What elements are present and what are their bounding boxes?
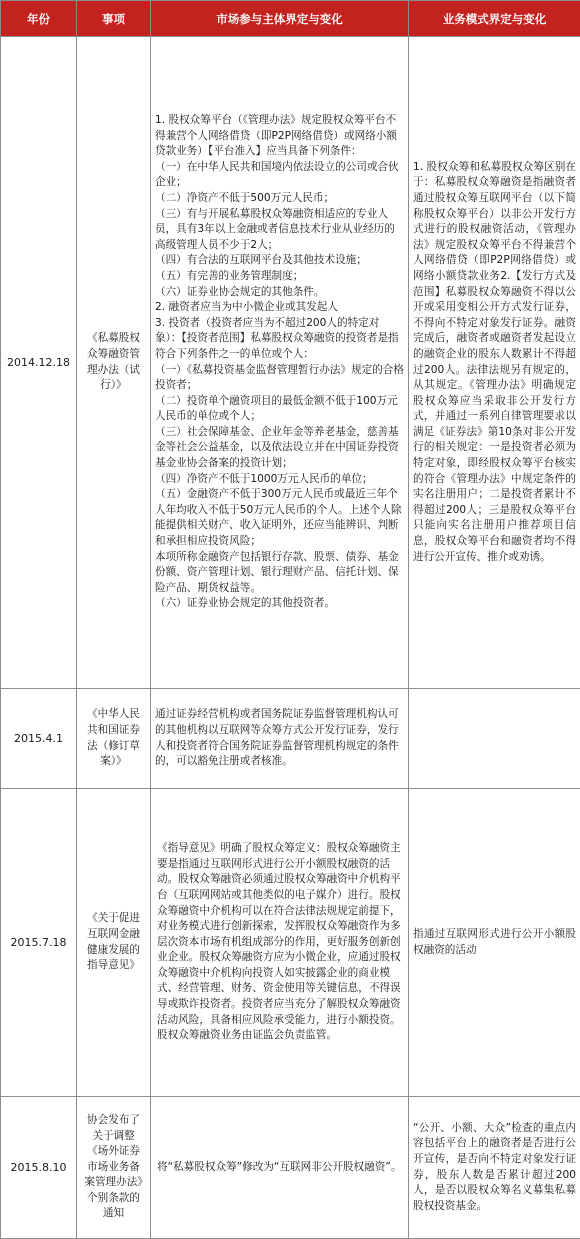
table-row (1, 789, 580, 1097)
item-cell: 《中华人民共和国证券法（修订草案）》 (77, 689, 151, 789)
header-year: 年份 (1, 1, 77, 37)
market-cell: 《指导意见》明确了股权众筹定义：股权众筹融资主要是指通过互联网形式进行公开小额股权融资的活动。股权众筹融资必须通过股权众筹融资中介机构平台（互联网网站或其他类似的电子媒介）进行。股权众筹融资中介机构可以在符合法律法规规定前提下，对业务模式进行创新探索，发挥股权众筹融资作为多层次资本市场有机组成部分的作用，更好服务创新创业企业。股权众筹融资方应为小微企业，应通过股权众筹融资中介机构向投资人如实披露企业的商业模式、经营管理、财务、资金使用等关键信息，不得误导或欺诈投资者。投资者应当充分了解股权众筹融资活动风险，具备相应风险承受能力，进行小额投资。股权众筹融资业务由证监会负责监管。 (151, 789, 409, 1097)
header-market: 市场参与主体界定与变化 (151, 1, 409, 37)
market-line: （二）净资产不低于500万元人民币； (155, 191, 404, 207)
biz-cell: “公开、小额、大众”检查的重点内容包括平台上的融资者是否进行公开宣传，是否向不特定对象发行证券，股东人数是否累计超过200人，是否以股权众筹名义募集私募股权投资基金。 (409, 1097, 580, 1239)
market-line: （三）社会保障基金、企业年金等养老基金，慈善基金等社会公益基金，以及依法设立并在中国证券投资基金业协会备案的投资计划； (155, 425, 404, 472)
table-header-row (1, 1, 580, 37)
year-cell: 2015.8.10 (1, 1097, 77, 1239)
header-biz: 业务模式界定与变化 (409, 1, 580, 37)
market-line: 2. 融资者应当为中小微企业或其发起人 (155, 300, 404, 316)
market-line: （二）投资单个融资项目的最低金额不低于100万元人民币的单位或个人； (155, 394, 404, 425)
market-cell: 通过证券经营机构或者国务院证券监督管理机构认可的其他机构以互联网等众筹方式公开发行证券，发行人和投资者符合国务院证券监督管理机构规定的条件的，可以豁免注册或者核准。 (151, 689, 409, 789)
market-line: （四）净资产不低于1000万元人民币的单位； (155, 472, 404, 488)
table-row (1, 37, 580, 689)
market-cell (151, 37, 409, 689)
market-line: （五）金融资产不低于300万元人民币或最近三年个人年均收入不低于50万元人民币的个人。上述个人除能提供相关财产、收入证明外，还应当能辨识、判断和承担相应投资风险； (155, 487, 404, 549)
item-cell: 《关于促进互联网金融健康发展的指导意见》 (77, 789, 151, 1097)
market-line: （四）有合法的互联网平台及其他技术设施； (155, 253, 404, 269)
table-row (1, 1097, 580, 1239)
market-line: （三）有与开展私募股权众筹融资相适应的专业人员，具有3年以上金融或者信息技术行业从业经历的高级管理人员不少于2人； (155, 207, 404, 254)
biz-cell: 1. 股权众筹和私募股权众筹区别在于：私募股权众筹融资是指融资者通过股权众筹互联网平台（以下简称股权众筹平台）以非公开发行方式进行的股权融资活动，《管理办法》规定股权众筹平台不得兼营个人网络借贷（即P2P网络借贷）或网络小额贷款业务2.【发行方式及范围】私募股权众筹融资不得以公开或采用变相公开方式发行证券，不得向不特定对象发行证券。融资完成后，融资者或融资者发起设立的融资企业的股东人数累计不得超过200人。法律法规另有规定的，从其规定。《管理办法》明确规定股权众筹应当采取非公开发行方式，并通过一系列自律管理要求以满足《证券法》第10条对非公开发行的相关规定：一是投资者必须为特定对象，即经股权众筹平台核实的符合《管理办法》中规定条件的实名注册用户；二是投资者累计不得超过200人；三是股权众筹平台只能向实名注册用户推荐项目信息，股权众筹平台和融资者均不得进行公开宣传、推介或劝诱。 (409, 37, 580, 689)
item-cell: 《私募股权众筹融资管理办法（试行）》 (77, 37, 151, 689)
market-line: 3. 投资者（投资者应当为不超过200人的特定对象）：【投资者范围】私募股权众筹融资的投资者是指符合下列条件之一的单位或个人： (155, 316, 404, 363)
year-cell: 2014.12.18 (1, 37, 77, 689)
item-cell: 协会发布了关于调整《场外证券市场业务备案管理办法》个别条款的通知 (77, 1097, 151, 1239)
header-item: 事项 (77, 1, 151, 37)
market-line: （六）证券业协会规定的其他条件。 (155, 285, 404, 301)
market-line: （五）有完善的业务管理制度； (155, 269, 404, 285)
market-line: （一）在中华人民共和国境内依法设立的公司或合伙企业； (155, 160, 404, 191)
year-cell: 2015.7.18 (1, 789, 77, 1097)
year-cell: 2015.4.1 (1, 689, 77, 789)
table-row (1, 689, 580, 789)
biz-cell (409, 689, 580, 789)
market-cell: 将“私募股权众筹”修改为“互联网非公开股权融资”。 (151, 1097, 409, 1239)
market-line: 本项所称金融资产包括银行存款、股票、债券、基金份额、资产管理计划、银行理财产品、信托计划、保险产品、期货权益等。 (155, 550, 404, 597)
market-line: （一）《私募投资基金监督管理暂行办法》规定的合格投资者； (155, 363, 404, 394)
market-line: （六）证券业协会规定的其他投资者。 (155, 596, 404, 612)
biz-cell: 指通过互联网形式进行公开小额股权融资的活动 (409, 789, 580, 1097)
market-line: 1. 股权众筹平台（《管理办法》规定股权众筹平台不得兼营个人网络借贷（即P2P网络借贷）或网络小额贷款业务）【平台准入】应当具备下列条件： (155, 113, 404, 160)
